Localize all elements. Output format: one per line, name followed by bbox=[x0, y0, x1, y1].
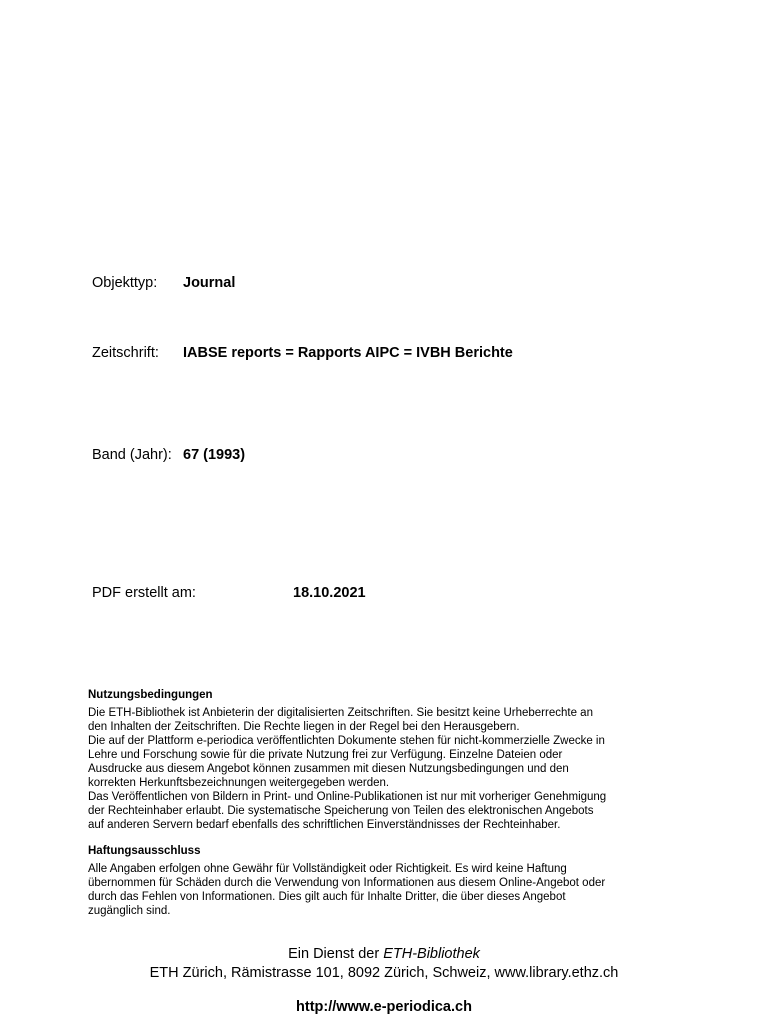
zeitschrift-label: Zeitschrift: bbox=[92, 345, 159, 361]
nutzungsbedingungen-line: Die ETH-Bibliothek ist Anbieterin der digitalisierten Zeitschriften. Sie besitzt keine Urheberrechte an bbox=[88, 707, 593, 719]
nutzungsbedingungen-heading: Nutzungsbedingungen bbox=[88, 689, 213, 701]
e-periodica-link[interactable]: http://www.e-periodica.ch bbox=[296, 999, 472, 1015]
nutzungsbedingungen-body bbox=[88, 706, 688, 832]
nutzungsbedingungen-line: der Rechteinhaber erlaubt. Die systematische Speicherung von Teilen des elektronischen Angebots bbox=[88, 805, 594, 817]
haftungsausschluss-line: zugänglich sind. bbox=[88, 905, 171, 917]
nutzungsbedingungen-line: korrekten Herkunftsbezeichnungen weitergegeben werden. bbox=[88, 777, 390, 789]
pdf-created-label: PDF erstellt am: bbox=[92, 585, 196, 601]
objekttyp-value: Journal bbox=[183, 275, 236, 291]
e-periodica-link-line bbox=[0, 999, 768, 1015]
haftungsausschluss-line: Alle Angaben erfolgen ohne Gewähr für Vollständigkeit oder Richtigkeit. Es wird keine Haftung bbox=[88, 863, 567, 875]
nutzungsbedingungen-line: auf anderen Servern bedarf ebenfalls des schriftlichen Einverständnisses der Rechteinhaber. bbox=[88, 819, 561, 831]
nutzungsbedingungen-line: Ausdrucke aus diesem Angebot können zusammen mit diesen Nutzungsbedingungen und den bbox=[88, 763, 569, 775]
pdf-created-value: 18.10.2021 bbox=[293, 585, 366, 601]
nutzungsbedingungen-line: Die auf der Plattform e-periodica veröffentlichten Dokumente stehen für nicht-kommerzielle Zwecke in bbox=[88, 735, 605, 747]
nutzungsbedingungen-line: Lehre und Forschung sowie für die private Nutzung frei zur Verfügung. Einzelne Dateien oder bbox=[88, 749, 563, 761]
nutzungsbedingungen-line: Das Veröffentlichen von Bildern in Print- und Online-Publikationen ist nur mit vorheriger Genehmigung bbox=[88, 791, 607, 803]
haftungsausschluss-heading: Haftungsausschluss bbox=[88, 845, 201, 857]
service-prefix: Ein Dienst der bbox=[288, 946, 384, 962]
service-name: ETH-Bibliothek bbox=[383, 946, 480, 962]
zeitschrift-value: IABSE reports = Rapports AIPC = IVBH Berichte bbox=[183, 345, 513, 361]
nutzungsbedingungen-line: den Inhalten der Zeitschriften. Die Rechte liegen in der Regel bei den Herausgebern. bbox=[88, 721, 520, 733]
band-value: 67 (1993) bbox=[183, 447, 246, 463]
objekttyp-label: Objekttyp: bbox=[92, 275, 158, 291]
address-line: ETH Zürich, Rämistrasse 101, 8092 Zürich, Schweiz, www.library.ethz.ch bbox=[149, 965, 619, 981]
haftungsausschluss-body bbox=[88, 862, 688, 918]
haftungsausschluss-line: übernommen für Schäden durch die Verwendung von Informationen aus diesem Online-Angebot oder bbox=[88, 877, 606, 889]
haftungsausschluss-line: durch das Fehlen von Informationen. Dies gilt auch für Inhalte Dritter, die über dieses Angebot bbox=[88, 891, 566, 903]
band-label: Band (Jahr): bbox=[92, 447, 172, 463]
service-line bbox=[0, 946, 768, 962]
